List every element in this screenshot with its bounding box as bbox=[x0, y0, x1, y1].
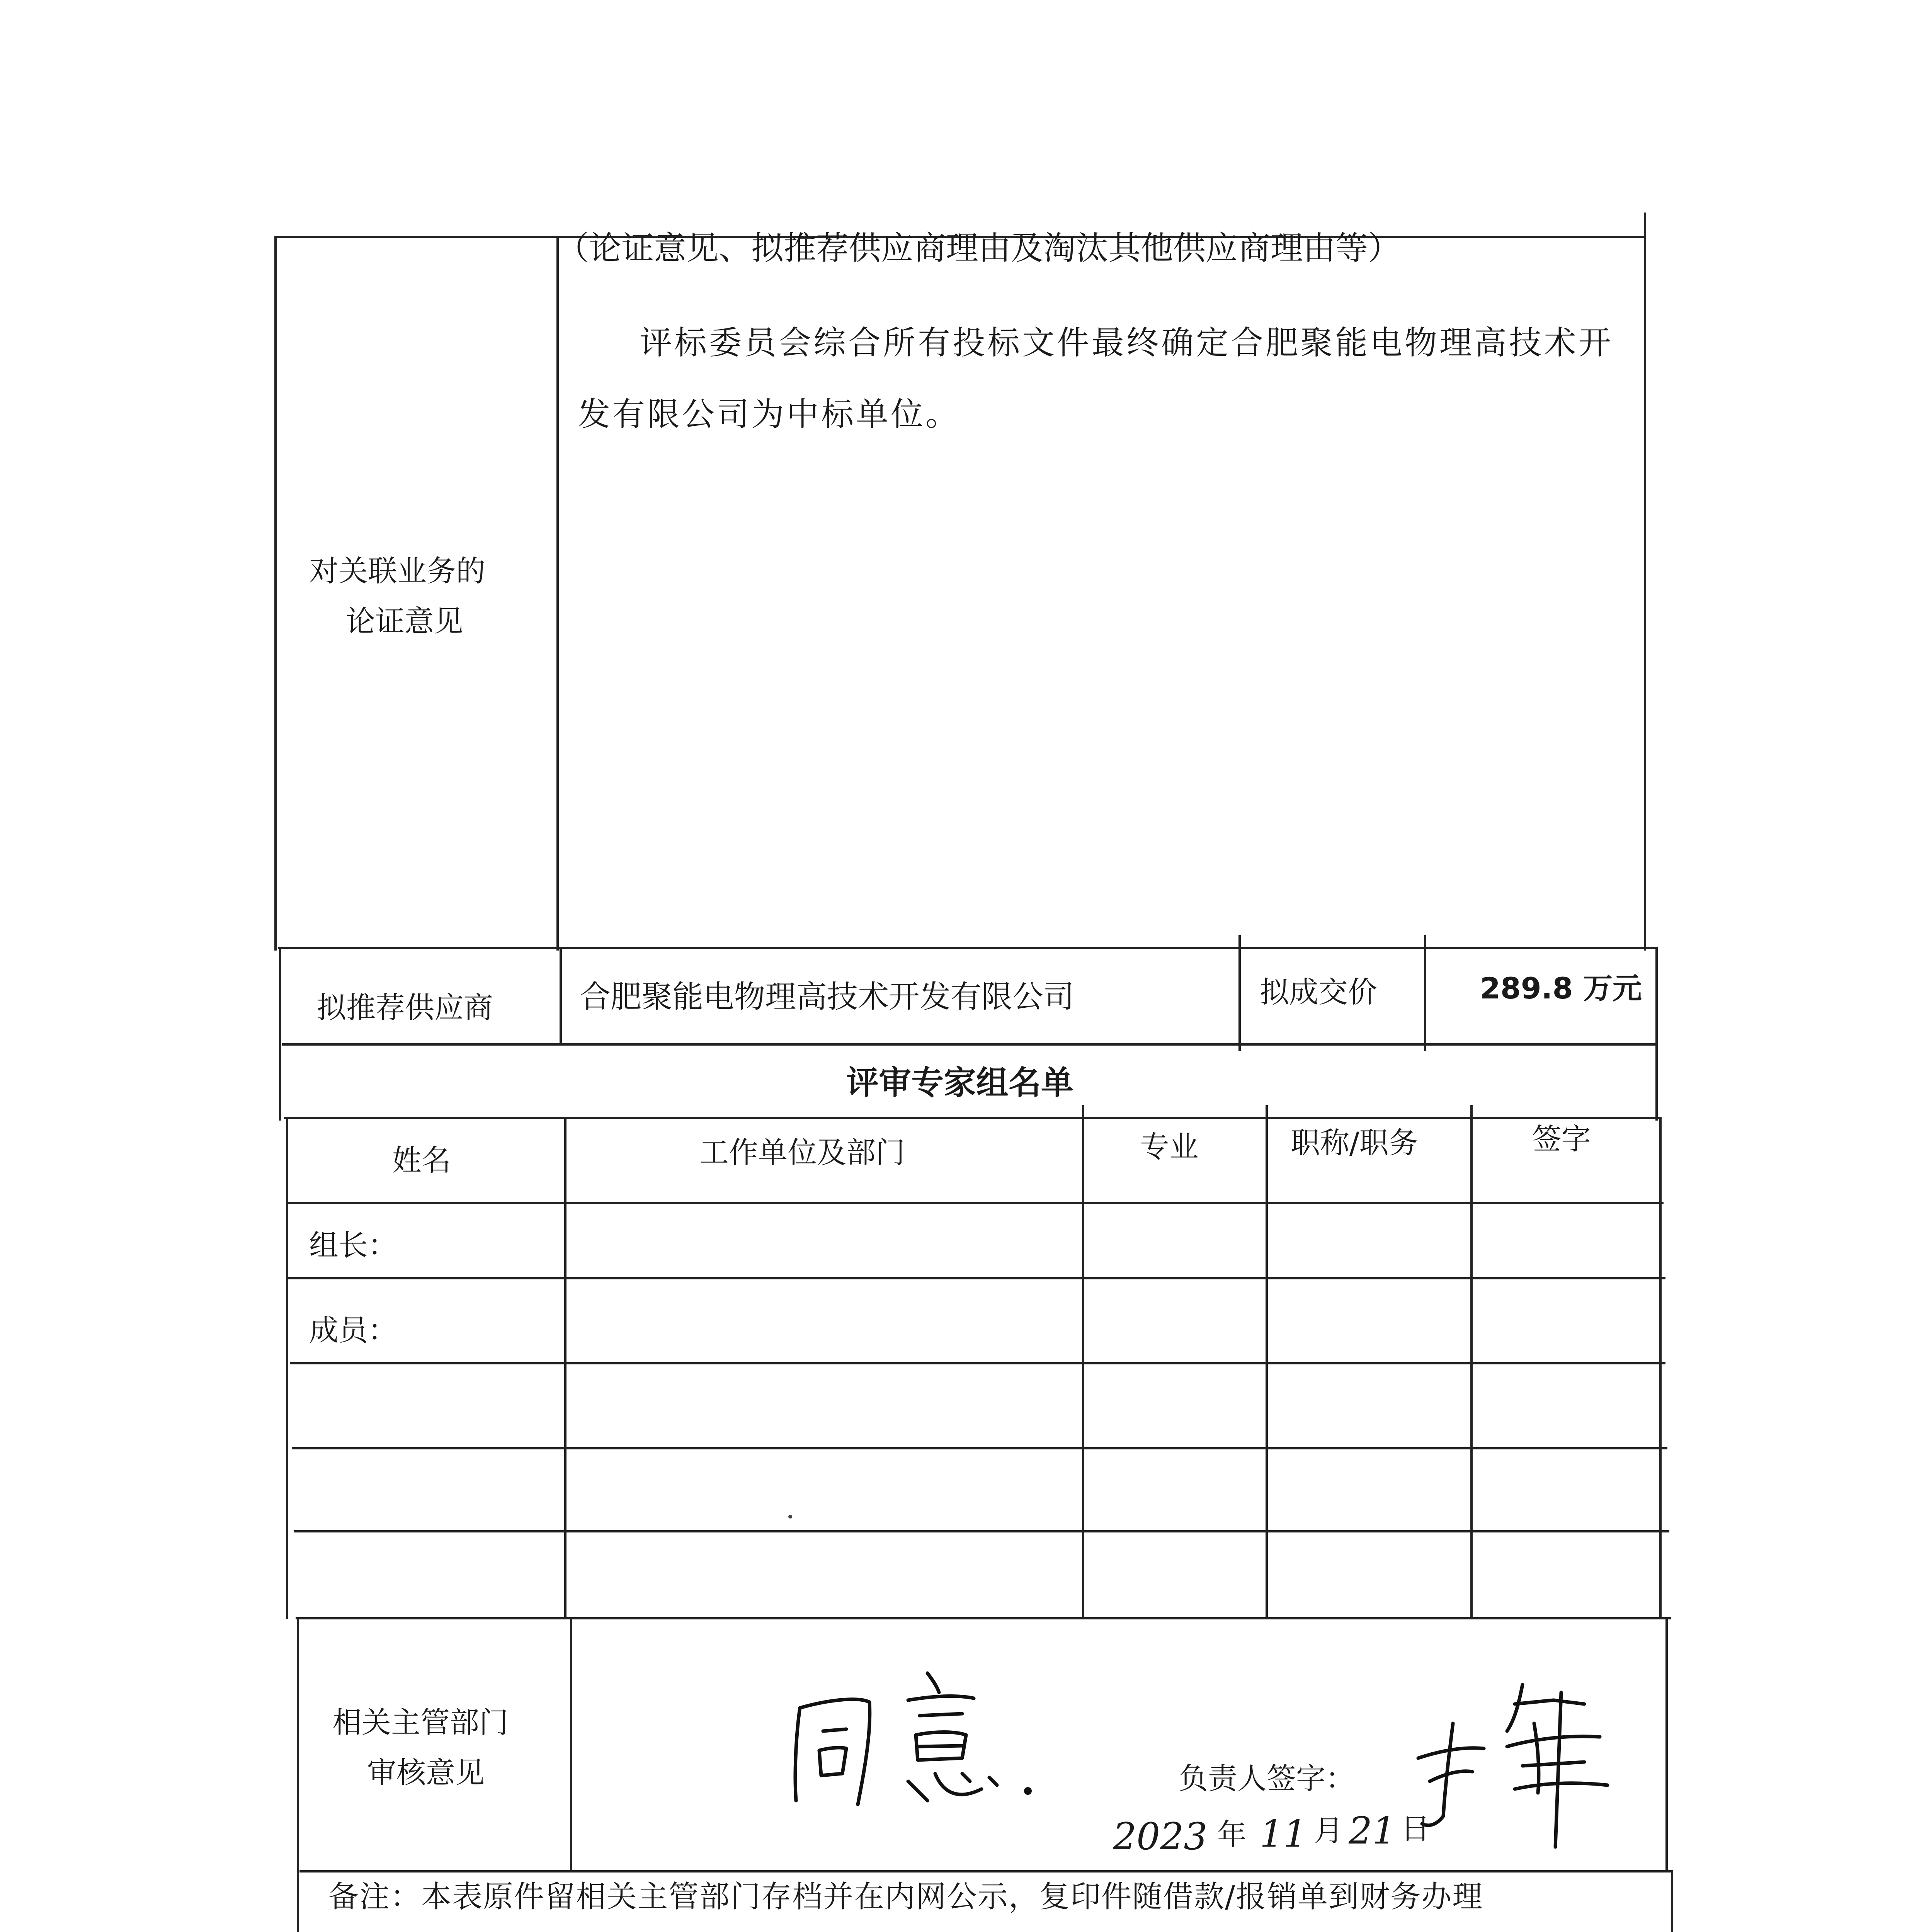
supplier-name: 合肥聚能电物理高技术开发有限公司 bbox=[580, 979, 1074, 1015]
review-label-line2: 审核意见 bbox=[367, 1755, 485, 1790]
expert-header-signature: 签字 bbox=[1532, 1122, 1591, 1156]
note-line1: 备注：本表原件留相关主管部门存档并在内网公示，复印件随借款/报销单到财务办理 bbox=[328, 1879, 1483, 1914]
expert-member-label: 成员： bbox=[309, 1313, 397, 1347]
expert-section-title: 评审专家组名单 bbox=[846, 1064, 1074, 1102]
argument-row-label-line1: 对关联业务的 bbox=[309, 554, 485, 588]
price-label: 拟成交价 bbox=[1260, 975, 1377, 1009]
supplier-label: 拟推荐供应商 bbox=[317, 990, 493, 1025]
date-month-handwritten: 11 bbox=[1260, 1812, 1307, 1855]
date-year-unit: 年 bbox=[1217, 1817, 1247, 1852]
date-day-unit: 日 bbox=[1401, 1811, 1430, 1846]
expert-header-name: 姓名 bbox=[392, 1143, 451, 1177]
expert-header-specialty: 专业 bbox=[1140, 1129, 1199, 1164]
argument-hint: （论证意见、拟推荐供应商理由及淘汰其他供应商理由等） bbox=[556, 229, 1401, 267]
argument-body-line1: 评标委员会综合所有投标文件最终确定合肥聚能电物理高技术开 bbox=[640, 324, 1614, 362]
expert-leader-label: 组长： bbox=[309, 1228, 397, 1262]
date-day-handwritten: 21 bbox=[1349, 1809, 1396, 1852]
date-month-unit: 月 bbox=[1314, 1813, 1343, 1848]
review-date bbox=[1113, 1808, 1577, 1862]
argument-body-line2: 发有限公司为中标单位。 bbox=[578, 395, 961, 433]
handwritten-approval-icon bbox=[781, 1658, 1059, 1820]
argument-row-label-line2: 论证意见 bbox=[346, 604, 463, 638]
expert-header-title: 职称/职务 bbox=[1291, 1126, 1418, 1160]
review-label-line1: 相关主管部门 bbox=[332, 1705, 509, 1740]
scan-speck bbox=[788, 1515, 792, 1519]
price-value: 289.8 万元 bbox=[1480, 971, 1642, 1005]
signer-label: 负责人签字： bbox=[1179, 1761, 1355, 1796]
date-year-handwritten: 2023 bbox=[1113, 1815, 1208, 1858]
expert-header-unit: 工作单位及部门 bbox=[699, 1135, 905, 1170]
